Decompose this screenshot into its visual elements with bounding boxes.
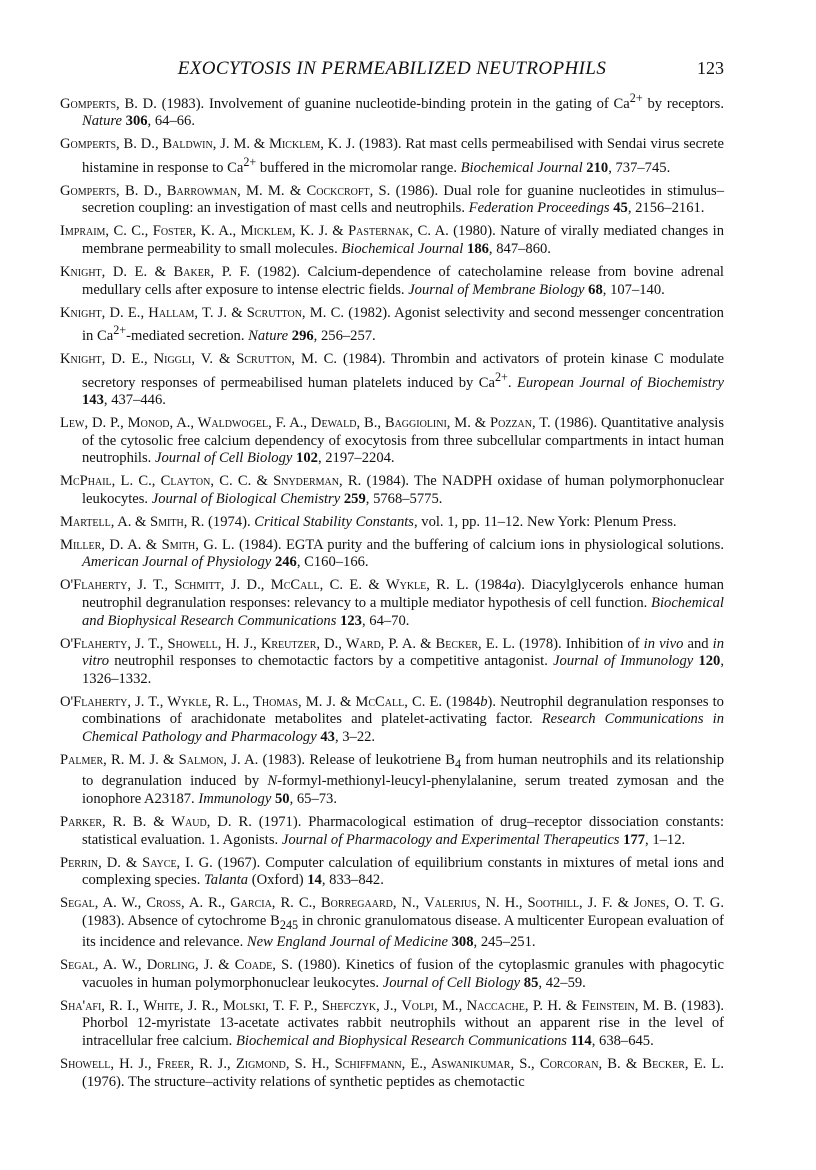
reference-text: (1984	[468, 577, 510, 594]
reference-text: ). Diacylglycerols enhance human neutrophil degranulation responses: relevancy to a multiple mediator hypothesis of cell function.	[82, 577, 724, 611]
reference-authors: Segal, A. W., Dorling, J. & Coade, S.	[60, 957, 293, 974]
italic-text: Critical Stability Constants	[254, 513, 414, 530]
superscript: 2+	[629, 91, 643, 105]
page-number: 123	[697, 58, 724, 78]
volume-number: 308	[451, 934, 474, 951]
italic-text: in vivo	[643, 635, 684, 652]
subscript: 4	[454, 756, 462, 771]
reference-entry	[60, 514, 724, 532]
reference-text: , 833–842.	[321, 872, 384, 889]
reference-authors: Knight, D. E. & Baker, P. F.	[60, 264, 250, 281]
reference-authors: Miller, D. A. & Smith, G. L.	[60, 536, 235, 553]
reference-text: from human neutrophils and its relationship to degranulation induced by	[82, 751, 724, 790]
reference-entry	[60, 90, 724, 131]
reference-entry	[60, 577, 724, 630]
reference-text: , 1–12.	[645, 831, 686, 848]
reference-text: (1976). The structure–activity relations of synthetic peptides as chemotactic	[82, 1073, 525, 1090]
italic-text: Biochemical and Biophysical Research Communications	[82, 594, 724, 629]
reference-entry	[60, 473, 724, 508]
reference-authors: Gomperts, B. D., Barrowman, M. M. & Cockcroft, S.	[60, 182, 391, 199]
volume-number: 85	[523, 974, 539, 991]
reference-text: -formyl-methionyl-leucyl-phenylalanine, serum treated zymosan and the ionophore A23187.	[82, 773, 724, 807]
reference-entry	[60, 305, 724, 346]
volume-number: 246	[274, 554, 297, 571]
reference-text: (1971). Pharmacological estimation of drug–receptor dissociation constants: statistical evaluation. 1. Agonists.	[82, 813, 724, 848]
italic-text: Journal of Cell Biology	[382, 974, 521, 991]
volume-number: 14	[307, 872, 322, 889]
italic-text: Biochemical Journal	[341, 241, 464, 258]
reference-authors: Knight, D. E., Hallam, T. J. & Scrutton, M. C.	[60, 304, 344, 321]
superscript: 2+	[494, 369, 508, 384]
reference-authors: Segal, A. W., Cross, A. R., Garcia, R. C., Borregaard, N., Valerius, N. H., Soothill, J. F. & Jones, O. T. G.	[60, 895, 724, 912]
italic-text: a	[509, 577, 517, 594]
reference-authors: Showell, H. J., Freer, R. J., Zigmond, S. H., Schiffmann, E., Aswanikumar, S., Corcoran, B. & Becker, E. L.	[60, 1055, 724, 1072]
superscript: 2+	[243, 155, 257, 170]
reference-entry	[60, 636, 724, 689]
italic-text: Journal of Immunology	[553, 653, 694, 670]
volume-number: 210	[586, 159, 609, 176]
italic-text: Talanta	[204, 872, 249, 889]
volume-number: 102	[296, 450, 318, 467]
reference-entry	[60, 264, 724, 299]
italic-text: N	[267, 773, 278, 790]
volume-number: 259	[343, 490, 366, 507]
volume-number: 123	[340, 612, 362, 629]
reference-text: (1983). Absence of cytochrome B	[82, 912, 280, 929]
reference-list	[60, 90, 724, 1097]
reference-text: , 1326–1332.	[82, 653, 724, 687]
reference-text: (1982). Calcium-dependence of catecholamine release from bovine adrenal medullary cells after exposure to intense electric fields.	[82, 264, 724, 298]
volume-number: 306	[125, 113, 148, 130]
volume-number: 114	[570, 1032, 592, 1049]
reference-text: (1983). Release of leukotriene B	[258, 751, 455, 768]
reference-entry	[60, 136, 724, 177]
reference-entry	[60, 223, 724, 258]
reference-text: , 64–70.	[361, 612, 410, 629]
running-title: EXOCYTOSIS IN PERMEABILIZED NEUTROPHILS	[177, 58, 607, 79]
reference-text: (1980). Nature of virally mediated changes in membrane permeability to small molecules.	[82, 223, 724, 258]
reference-text: , 737–745.	[608, 159, 671, 176]
reference-text: (1984). Thrombin and activators of protein kinase C modulate secretory responses of permeabilised human platelets induced by Ca	[82, 351, 724, 391]
reference-text: and	[683, 635, 713, 652]
reference-entry	[60, 183, 724, 218]
reference-entry	[60, 1056, 724, 1091]
reference-text: in chronic granulomatous disease. A multicenter European evaluation of its incidence and relevance.	[82, 912, 724, 951]
reference-entry	[60, 537, 724, 572]
italic-text: Nature	[82, 113, 122, 130]
reference-text: , 245–251.	[473, 934, 536, 951]
subscript: 245	[279, 917, 299, 932]
reference-text: (1978). Inhibition of	[515, 635, 644, 652]
reference-authors: O'Flaherty, J. T., Showell, H. J., Kreutzer, D., Ward, P. A. & Becker, E. L.	[60, 635, 516, 652]
reference-text: (Oxford)	[248, 872, 308, 889]
running-header	[60, 58, 724, 84]
reference-text: , 107–140.	[602, 281, 665, 298]
reference-text: , 638–645.	[591, 1032, 654, 1049]
volume-number: 43	[320, 728, 335, 745]
reference-authors: Martell, A. & Smith, R.	[60, 513, 205, 530]
italic-text: Immunology	[198, 791, 272, 807]
volume-number: 186	[467, 241, 489, 258]
reference-text: (1986). Quantitative analysis of the cytosolic free calcium dependency of exocytosis from three subcellular compartments in intact human neutrophils.	[82, 415, 724, 467]
reference-text: (1983). Phorbol 12-myristate 13-acetate activates rabbit neutrophils without an apparent rise in the level of intracellular free calcium.	[82, 997, 724, 1049]
volume-number: 68	[588, 281, 603, 298]
reference-entry	[60, 694, 724, 747]
reference-text: (1983). Rat mast cells permeabilised with Sendai virus secrete histamine in response to Ca	[82, 136, 724, 176]
reference-authors: Gomperts, B. D.	[60, 95, 157, 112]
reference-authors: O'Flaherty, J. T., Wykle, R. L., Thomas, M. J. & McCall, C. E.	[60, 693, 443, 710]
italic-text: Journal of Pharmacology and Experimental Therapeutics	[281, 831, 620, 848]
volume-number: 45	[613, 200, 628, 217]
volume-number: 143	[82, 392, 104, 409]
reference-authors: O'Flaherty, J. T., Schmitt, J. D., McCall, C. E. & Wykle, R. L.	[60, 577, 469, 594]
reference-text: , C160–166.	[296, 554, 369, 571]
italic-text: Journal of Biological Chemistry	[151, 490, 341, 507]
reference-text: , vol. 1, pp. 11–12. New York: Plenum Press.	[413, 513, 677, 530]
reference-text: (1967). Computer calculation of equilibrium constants in mixtures of metal ions and complexing species.	[82, 854, 724, 889]
italic-text: European Journal of Biochemistry	[516, 374, 724, 391]
italic-text: Federation Proceedings	[468, 200, 610, 217]
reference-text: ). Neutrophil degranulation responses to combinations of arachidonate metabolites and platelet-activating factor.	[82, 693, 724, 728]
reference-text: , 847–860.	[488, 241, 551, 258]
reference-entry	[60, 415, 724, 468]
reference-entry	[60, 351, 724, 410]
italic-text: Research Communications in Chemical Pathology and Pharmacology	[82, 711, 724, 745]
reference-entry	[60, 855, 724, 890]
italic-text: Journal of Membrane Biology	[408, 281, 585, 298]
reference-text: (1984	[442, 693, 481, 710]
reference-authors: Lew, D. P., Monod, A., Waldwogel, F. A., Dewald, B., Baggiolini, M. & Pozzan, T.	[60, 415, 551, 432]
reference-text: -mediated secretion.	[126, 328, 249, 345]
volume-number: 177	[623, 831, 646, 848]
reference-text: , 42–59.	[538, 974, 586, 991]
reference-text: neutrophil responses to chemotactic factors by a competitive antagonist.	[109, 653, 554, 670]
reference-text: by receptors.	[642, 95, 724, 112]
reference-authors: Knight, D. E., Niggli, V. & Scrutton, M. C.	[60, 351, 338, 368]
reference-entry	[60, 752, 724, 809]
reference-entry	[60, 814, 724, 849]
reference-authors: Perrin, D. & Sayce, I. G.	[60, 854, 213, 871]
reference-text: (1974).	[204, 513, 255, 530]
volume-number: 120	[698, 653, 721, 670]
reference-text: buffered in the micromolar range.	[256, 159, 461, 176]
reference-authors: Impraim, C. C., Foster, K. A., Micklem, K. J. & Pasternak, C. A.	[60, 223, 449, 240]
reference-text: , 5768–5775.	[365, 490, 443, 507]
italic-text: Nature	[248, 328, 289, 345]
italic-text: Biochemical and Biophysical Research Communications	[235, 1032, 567, 1049]
italic-text: b	[480, 693, 488, 710]
volume-number: 296	[291, 328, 314, 345]
italic-text: American Journal of Physiology	[82, 554, 272, 571]
reference-text: (1983). Involvement of guanine nucleotide-binding protein in the gating of Ca	[156, 95, 630, 112]
reference-text: , 437–446.	[103, 392, 166, 409]
italic-text: Journal of Cell Biology	[154, 450, 293, 467]
reference-text: (1984). EGTA purity and the buffering of calcium ions in physiological solutions.	[234, 536, 724, 553]
italic-text: in vitro	[82, 635, 724, 670]
reference-authors: Parker, R. B. & Waud, D. R.	[60, 813, 252, 830]
reference-text: .	[507, 374, 517, 391]
reference-entry	[60, 998, 724, 1051]
reference-entry	[60, 895, 724, 952]
reference-text: (1982). Agonist selectivity and second messenger concentration in Ca	[82, 304, 724, 345]
reference-text: , 65–73.	[289, 791, 337, 807]
reference-text: , 64–66.	[147, 113, 195, 130]
superscript: 2+	[113, 323, 127, 338]
reference-text: (1984). The NADPH oxidase of human polymorphonuclear leukocytes.	[82, 473, 724, 507]
volume-number: 50	[274, 791, 290, 807]
reference-authors: Sha'afi, R. I., White, J. R., Molski, T. F. P., Shefczyk, J., Volpi, M., Naccache, P. H. & Feinstein, M. B.	[60, 997, 678, 1014]
reference-entry	[60, 957, 724, 992]
reference-text: (1986). Dual role for guanine nucleotides in stimulus–secretion coupling: an investigation of mast cells and neutrophils.	[82, 182, 724, 217]
reference-text: , 3–22.	[334, 728, 376, 745]
reference-authors: Gomperts, B. D., Baldwin, J. M. & Micklem, K. J.	[60, 136, 356, 153]
reference-authors: McPhail, L. C., Clayton, C. C. & Snyderman, R.	[60, 473, 362, 490]
reference-text: , 256–257.	[313, 328, 376, 345]
reference-text: (1980). Kinetics of fusion of the cytoplasmic granules with phagocytic vacuoles in human polymorphonuclear leukocytes.	[82, 957, 725, 991]
italic-text: New England Journal of Medicine	[246, 934, 448, 951]
reference-authors: Palmer, R. M. J. & Salmon, J. A.	[60, 751, 259, 768]
reference-text: , 2156–2161.	[627, 200, 705, 217]
italic-text: Biochemical Journal	[460, 159, 583, 176]
reference-text: , 2197–2204.	[317, 450, 395, 467]
